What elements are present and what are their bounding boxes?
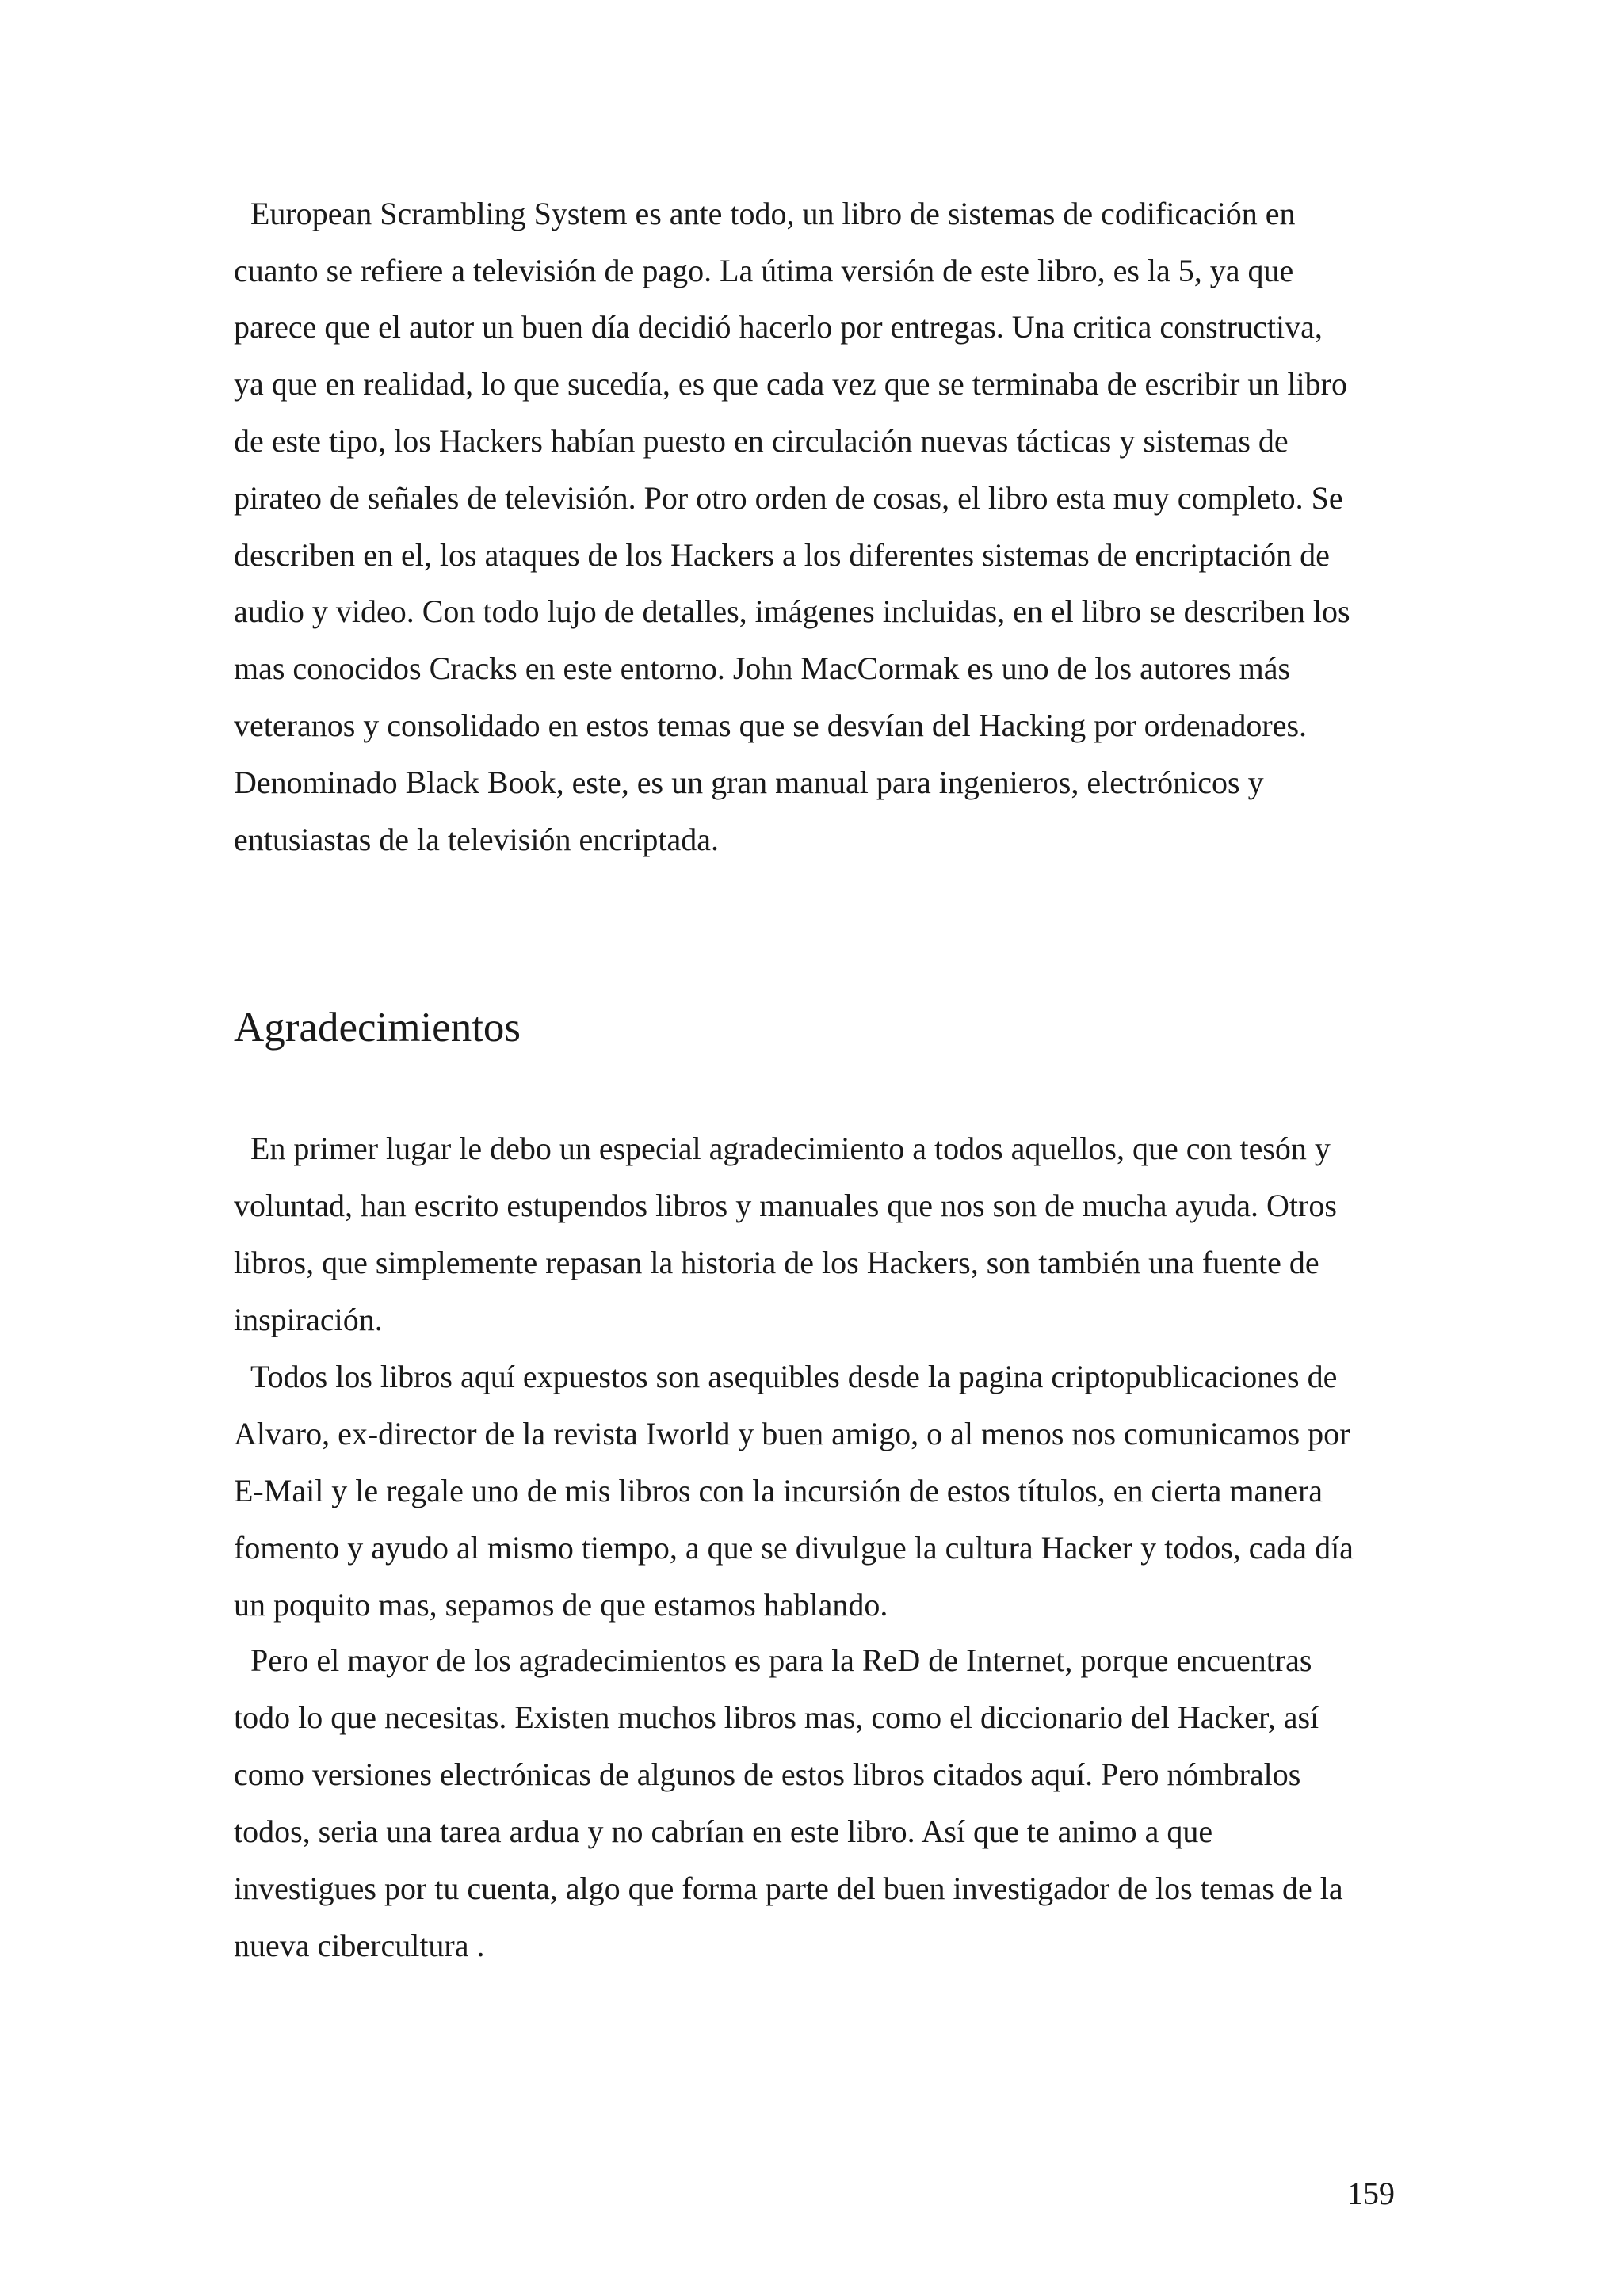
- text-line: libros, que simplemente repasan la historia de los Hackers, son también una fuente de: [234, 1245, 1319, 1280]
- text-line: un poquito mas, sepamos de que estamos hablando.: [234, 1587, 888, 1623]
- text-line: como versiones electrónicas de algunos de estos libros citados aquí. Pero nómbralos: [234, 1756, 1301, 1792]
- page-number: 159: [1347, 2176, 1395, 2211]
- text-line: Denominado Black Book, este, es un gran manual para ingenieros, electrónicos y: [234, 765, 1264, 800]
- section-heading: Agradecimientos: [234, 1005, 521, 1051]
- text-line: todos, seria una tarea ardua y no cabrían en este libro. Así que te animo a que: [234, 1814, 1213, 1849]
- text-line: de este tipo, los Hackers habían puesto en circulación nuevas tácticas y sistemas de: [234, 423, 1289, 459]
- text-line: pirateo de señales de televisión. Por otro orden de cosas, el libro esta muy completo. Se: [234, 480, 1343, 516]
- text-line: Alvaro, ex-director de la revista Iworld y buen amigo, o al menos nos comunicamos por: [234, 1416, 1350, 1451]
- text-line: nueva cibercultura .: [234, 1928, 485, 1963]
- text-line: fomento y ayudo al mismo tiempo, a que se divulgue la cultura Hacker y todos, cada día: [234, 1530, 1354, 1566]
- text-line: voluntad, han escrito estupendos libros y manuales que nos son de mucha ayuda. Otros: [234, 1188, 1337, 1223]
- text-line: European Scrambling System es ante todo, un libro de sistemas de codificación en: [250, 196, 1296, 231]
- text-line: Todos los libros aquí expuestos son asequibles desde la pagina criptopublicaciones de: [250, 1359, 1338, 1394]
- text-line: parece que el autor un buen día decidió hacerlo por entregas. Una critica constructiva,: [234, 309, 1323, 345]
- text-line: investigues por tu cuenta, algo que forma parte del buen investigador de los temas de la: [234, 1871, 1343, 1906]
- text-line: ya que en realidad, lo que sucedía, es que cada vez que se terminaba de escribir un libro: [234, 366, 1347, 402]
- text-line: entusiastas de la televisión encriptada.: [234, 822, 720, 857]
- text-line: Pero el mayor de los agradecimientos es para la ReD de Internet, porque encuentras: [250, 1642, 1312, 1678]
- text-line: E-Mail y le regale uno de mis libros con la incursión de estos títulos, en cierta manera: [234, 1473, 1323, 1508]
- text-line: mas conocidos Cracks en este entorno. John MacCormak es uno de los autores más: [234, 650, 1291, 686]
- text-line: veteranos y consolidado en estos temas que se desvían del Hacking por ordenadores.: [234, 707, 1308, 743]
- text-line: audio y video. Con todo lujo de detalles, imágenes incluidas, en el libro se describen los: [234, 593, 1350, 629]
- text-line: cuanto se refiere a televisión de pago. La útima versión de este libro, es la 5, ya que: [234, 253, 1294, 288]
- text-line: todo lo que necesitas. Existen muchos libros mas, como el diccionario del Hacker, así: [234, 1699, 1319, 1735]
- text-line: describen en el, los ataques de los Hackers a los diferentes sistemas de encriptación de: [234, 537, 1330, 573]
- text-line: En primer lugar le debo un especial agradecimiento a todos aquellos, que con tesón y: [250, 1131, 1331, 1166]
- text-line: inspiración.: [234, 1302, 383, 1337]
